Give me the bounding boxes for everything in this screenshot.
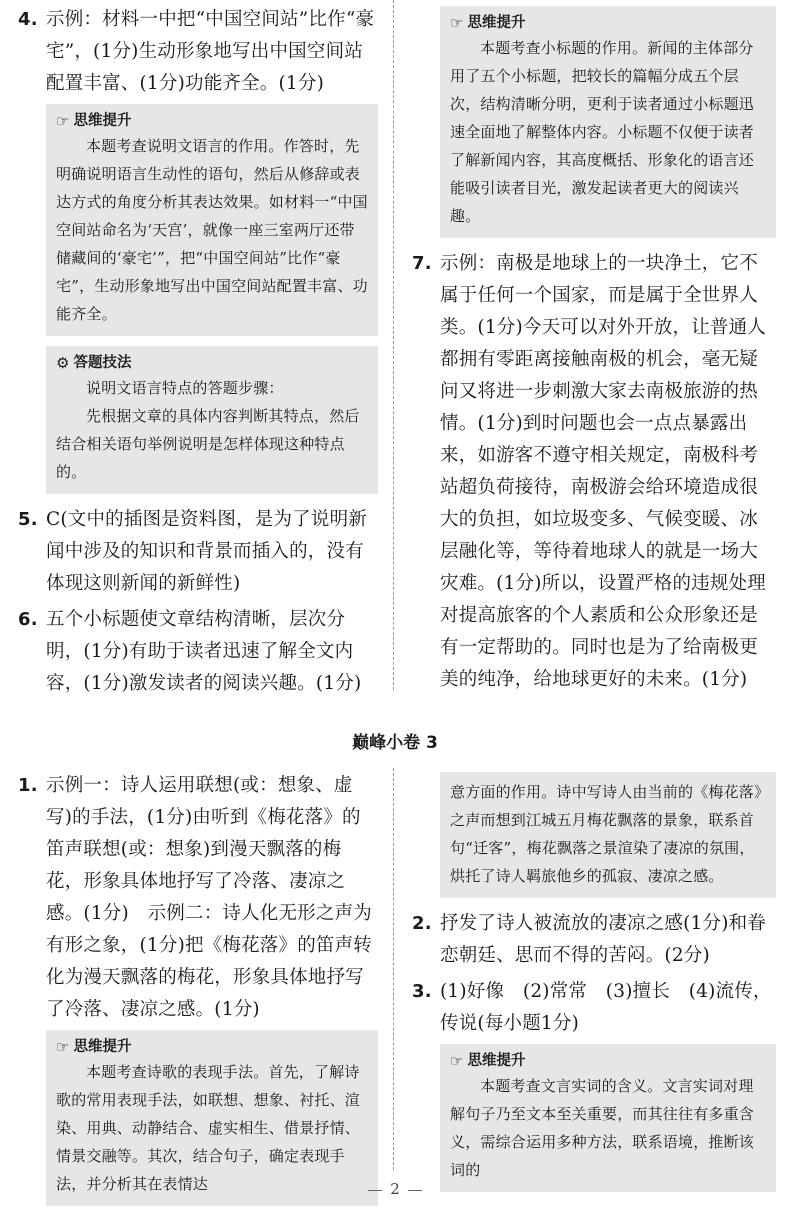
tip-box-title <box>56 110 368 132</box>
tip-box-title <box>450 1050 766 1072</box>
tip-box <box>46 104 378 336</box>
tip-box-title <box>450 12 766 34</box>
answer-text: C(文中的插图是资料图，是为了说明新闻中涉及的知识和背景而插入的，没有体现这则新闻的新鲜性) <box>46 509 367 594</box>
item-number: 4. <box>18 9 38 30</box>
hand-point-icon: ☞ <box>450 1052 464 1070</box>
item-number: 3. <box>412 981 432 1002</box>
page-number: 2 <box>390 1180 400 1198</box>
item-number: 7. <box>412 253 432 274</box>
tip-paragraph: 本题考查说明文语言的作用。作答时，先明确说明语言生动性的语句，然后从修辞或表达方式的角度分析其表达效果。如材料一“中国空间站命名为‘天宫’，就像一座三室两厅还带储藏间的‘豪宅’”，把“中国空间站”比作“豪宅”，生动形象地写出中国空间站配置丰富、功能齐全。 <box>56 137 368 323</box>
answer-text: (1)好像 (2)常常 (3)擅长 (4)流传，传说(每小题1分) <box>440 981 772 1034</box>
answer-text: 示例：南极是地球上的一块净土，它不属于任何一个国家，而是属于全世界人类。(1分)今天可以对外开放，让普通人都拥有零距离接触南极的机会，毫无疑问又将进一步刺激大家去南极旅游的热情。(1分)到时问题也会一点点暴露出来，如游客不遵守相关规定，南极科考站超负荷接待，南极游会给环境造成很大的负担，如垃圾变多、气候变暖、冰层融化等，等待着地球人的就是一场大灾难。(1分)所以，设置严格的违规处理对提高旅客的个人素质和公众形象还是有一定帮助的。同时也是为了给南极更美的纯净，给地球更好的未来。(1分) <box>440 253 767 690</box>
column-divider-top <box>393 0 394 690</box>
tip-paragraph: 先根据文章的具体内容判断其特点，然后结合相关语句举例说明是怎样体现这种特点的。 <box>56 407 360 481</box>
answer-item <box>406 908 776 972</box>
tip-paragraph: 说明文语言特点的答题步骤： <box>86 379 284 397</box>
tip-box-label: 思维提升 <box>467 1053 526 1069</box>
tip-box <box>440 772 776 898</box>
hand-point-icon: ☞ <box>450 14 464 32</box>
answer-item <box>12 4 378 100</box>
top-left-column <box>12 4 378 704</box>
tip-paragraph: 本题考查诗歌的表现手法。首先，了解诗歌的常用表现手法，如联想、想象、衬托、渲染、用典、动静结合、虚实相生、借景抒情、情景交融等。其次，结合句子，确定表现手法，并分析其在表情达 <box>56 1063 361 1193</box>
tip-box <box>46 346 378 494</box>
answer-text: 示例：材料一中把“中国空间站”比作“豪宅”，(1分)生动形象地写出中国空间站配置丰富、(1分)功能齐全。(1分) <box>46 9 375 94</box>
answer-text: 抒发了诗人被流放的凄凉之感(1分)和眷恋朝廷、思而不得的苦闷。(2分) <box>440 913 767 966</box>
tip-box-label: 思维提升 <box>73 113 132 129</box>
item-number: 5. <box>18 509 38 530</box>
column-divider-bottom <box>393 768 394 1170</box>
bottom-right-column <box>406 770 776 1202</box>
tip-paragraph: 本题考查文言实词的含义。文言实词对理解句子乃至文本至关重要，而其往往有多重含义，需综合运用多种方法，联系语境，推断该词的 <box>450 1077 755 1179</box>
section-title: 巅峰小卷 3 <box>352 733 438 753</box>
tip-paragraph: 意方面的作用。诗中写诗人由当前的《梅花落》之声而想到江城五月梅花飘落的景象，联系首句“迁客”，梅花飘落之景渲染了凄凉的氛围，烘托了诗人羁旅他乡的孤寂、凄凉之感。 <box>450 783 762 885</box>
tip-box-title <box>56 1036 368 1058</box>
tip-paragraph: 本题考查小标题的作用。新闻的主体部分用了五个小标题，把较长的篇幅分成五个层次，结构清晰分明，更利于读者通过小标题迅速全面地了解整体内容。小标题不仅便于读者了解新闻内容，其高度概括、形象化的语言还能吸引读者目光，激发起读者更大的阅读兴趣。 <box>450 39 755 225</box>
footer-rule-left <box>368 1190 382 1191</box>
tip-box <box>440 6 776 238</box>
item-number: 1. <box>18 775 38 796</box>
answer-item <box>12 770 378 1026</box>
item-number: 6. <box>18 609 38 630</box>
hand-point-icon: ☞ <box>56 112 70 130</box>
item-number: 2. <box>412 913 432 934</box>
gear-icon: ⚙ <box>56 354 70 372</box>
answer-text: 示例一：诗人运用联想(或：想象、虚写)的手法，(1分)由听到《梅花落》的笛声联想(或：想象)到漫天飘落的梅花，形象具体地抒写了冷落、凄凉之感。(1分) 示例二：诗人化无形之声为有形之象，(1分)把《梅花落》的笛声转化为漫天飘落的梅花，形象具体地抒写了冷落、凄凉之感。(1分) <box>46 775 373 1020</box>
answer-item <box>406 248 776 696</box>
bottom-left-column <box>12 770 378 1216</box>
tip-box-title <box>56 352 368 374</box>
footer-rule-right <box>408 1190 422 1191</box>
tip-box-label: 答题技法 <box>73 355 132 371</box>
page-footer <box>0 1180 790 1198</box>
tip-box-label: 思维提升 <box>467 15 526 31</box>
tip-box-label: 思维提升 <box>73 1039 132 1055</box>
answer-item <box>12 604 378 700</box>
tip-box <box>440 1044 776 1192</box>
answer-text: 五个小标题使文章结构清晰，层次分明，(1分)有助于读者迅速了解全文内容，(1分)激发读者的阅读兴趣。(1分) <box>46 609 362 694</box>
answer-item <box>406 976 776 1040</box>
top-right-column <box>406 4 776 700</box>
answer-item <box>12 504 378 600</box>
hand-point-icon: ☞ <box>56 1038 70 1056</box>
